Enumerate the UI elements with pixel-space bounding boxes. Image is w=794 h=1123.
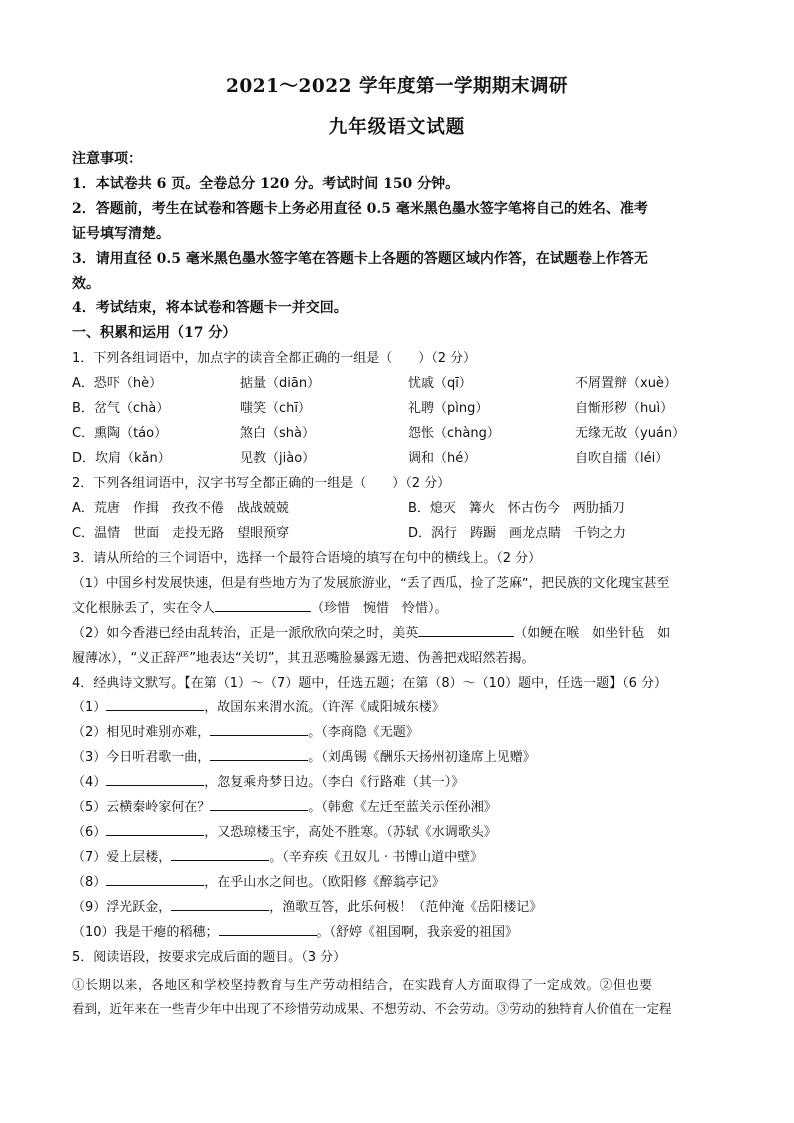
q1-option-a-1: A．恐吓（hè）	[72, 376, 163, 391]
q4-item-10	[72, 921, 518, 940]
q4-item-8-blank[interactable]	[106, 872, 204, 886]
q4-item-5-blank[interactable]	[210, 797, 308, 811]
q1-option-c-4: 无缘无故（yuán）	[575, 426, 686, 441]
q3-answer-blank-2[interactable]	[418, 623, 514, 637]
q1-option-a-2: 掂量（diān）	[240, 376, 321, 391]
q1-option-b-1: B．岔气（chà）	[72, 401, 170, 416]
notice-item-4: 4．考试结束，将本试卷和答题卡一并交回。	[72, 300, 348, 316]
notice-item-3-line2: 效。	[72, 276, 100, 292]
q4-item-4-pre: （4）	[72, 775, 107, 790]
section-1-heading: 一、积累和运用（17 分）	[72, 325, 237, 341]
q2-stem: 2．下列各组词语中，汉字书写全都正确的一组是（ ）（2 分）	[72, 476, 451, 491]
q4-item-4-blank[interactable]	[106, 772, 204, 786]
q3-part1-text-b: （珍惜 惋惜 怜惜）。	[311, 601, 448, 616]
exam-subtitle: 九年级语文试题	[328, 117, 466, 138]
q1-option-a-3: 忧戚（qī）	[408, 376, 472, 391]
q4-item-7-blank[interactable]	[171, 847, 269, 861]
q1-option-d-4: 自吹自擂（léi）	[575, 451, 669, 466]
q4-item-8-post: ，在乎山水之间也。（欧阳修《醉翁亭记》	[204, 875, 445, 890]
q4-item-7	[72, 846, 483, 865]
q4-item-9-blank[interactable]	[171, 897, 269, 911]
q3-part1-line2	[72, 597, 448, 616]
q4-item-10-pre: （10）我是干瘪的稻穗；	[72, 925, 219, 940]
q1-option-c-2: 煞白（shà）	[240, 426, 315, 441]
q4-item-1-pre: （1）	[72, 700, 107, 715]
q4-item-3-pre: （3）今日听君歌一曲，	[72, 750, 211, 765]
q4-item-7-pre: （7）爱上层楼，	[72, 850, 172, 865]
q5-stem: 5．阅读语段，按要求完成后面的题目。（3 分）	[72, 950, 347, 965]
q4-item-9-pre: （9）浮光跃金，	[72, 900, 172, 915]
q2-option-d: D．涡行 踌蹰 画龙点睛 千钧之力	[408, 526, 627, 541]
notice-item-2-line2: 证号填写清楚。	[72, 226, 170, 242]
notice-item-1: 1．本试卷共 6 页。全卷总分 120 分。考试时间 150 分钟。	[72, 176, 460, 192]
q4-item-5-pre: （5）云横秦岭家何在？	[72, 800, 211, 815]
exam-title: 2021～2022 学年度第一学期期末调研	[226, 76, 568, 97]
q2-option-a: A．荒唐 作揖 孜孜不倦 战战兢兢	[72, 501, 289, 516]
q1-option-d-1: D．坎肩（kǎn）	[72, 451, 171, 466]
q3-part2-line2: 履薄冰），“义正辞严”地表达“关切”，其丑恶嘴脸暴露无遗、伪善把戏昭然若揭。	[72, 651, 535, 666]
q1-option-b-2: 嗤笑（chī）	[240, 401, 311, 416]
q3-part1-line1: （1）中国乡村发展快速，但是有些地方为了发展旅游业，“丢了西瓜，捡了芝麻”，把民族的文化瑰宝甚至	[72, 576, 670, 591]
q2-option-c: C．温情 世面 走投无路 望眼预穿	[72, 526, 290, 541]
q4-item-2-blank[interactable]	[210, 722, 308, 736]
q4-item-8-pre: （8）	[72, 875, 107, 890]
notice-item-2-line1: 2．答题前，考生在试卷和答题卡上务必用直径 0.5 毫米黑色墨水签字笔将自己的姓名、准考	[72, 201, 648, 217]
q5-passage-line2: 看到，近年来在一些青少年中出现了不珍惜劳动成果、不想劳动、不会劳动。③劳动的独特育人价值在一定程	[72, 1001, 672, 1016]
q4-item-10-post: 。（舒婷《祖国啊，我亲爱的祖国》	[316, 925, 519, 940]
q1-option-c-1: C．熏陶（táo）	[72, 426, 168, 441]
q4-item-1	[72, 696, 445, 715]
q4-item-4	[72, 771, 464, 790]
q4-item-10-blank[interactable]	[219, 922, 317, 936]
q3-answer-blank-1[interactable]	[215, 598, 311, 612]
q4-item-5	[72, 796, 497, 815]
q4-item-2-pre: （2）相见时难别亦难，	[72, 725, 211, 740]
q4-item-3-blank[interactable]	[210, 747, 308, 761]
q1-stem: 1．下列各组词语中，加点字的读音全都正确的一组是（ ）（2 分）	[72, 351, 477, 366]
notice-item-3-line1: 3．请用直径 0.5 毫米黑色墨水签字笔在答题卡上各题的答题区域内作答，在试题卷上作答无	[72, 251, 648, 267]
q4-item-1-blank[interactable]	[106, 697, 204, 711]
q4-item-9-post: ，渔歌互答，此乐何极！（范仲淹《岳阳楼记》	[269, 900, 543, 915]
q3-part2-text-b: （如鲠在喉 如坐针毡 如	[514, 626, 671, 641]
q1-option-c-3: 怨怅（chàng）	[408, 426, 500, 441]
q4-item-3	[72, 746, 536, 765]
q3-part1-text-a: 文化根脉丢了，实在令人	[72, 601, 216, 616]
q1-option-a-4: 不屑置辩（xuè）	[575, 376, 677, 391]
q4-item-6-blank[interactable]	[106, 822, 204, 836]
q4-item-7-post: 。（辛弃疾《丑奴儿 · 书博山道中壁》	[269, 850, 484, 865]
q2-option-b: B．熄灭 篝火 怀古伤今 两肋插刀	[408, 501, 625, 516]
notice-heading: 注意事项：	[72, 151, 142, 167]
q4-item-3-post: 。（刘禹锡《酬乐天扬州初逢席上见赠》	[308, 750, 536, 765]
q5-passage-line1: ①长期以来，各地区和学校坚持教育与生产劳动相结合，在实践育人方面取得了一定成效。②但也要	[72, 977, 653, 992]
q4-item-6-pre: （6）	[72, 825, 107, 840]
q3-part2-text-a: （2）如今香港已经由乱转治，正是一派欣欣向荣之时，美英	[72, 626, 419, 641]
q4-item-1-post: ，故国东来渭水流。（许浑《咸阳城东楼》	[204, 700, 445, 715]
q1-option-d-2: 见教（jiào）	[240, 451, 316, 466]
q1-option-b-4: 自惭形秽（huì）	[575, 401, 674, 416]
q1-option-b-3: 礼聘（pìng）	[408, 401, 489, 416]
q1-option-d-3: 调和（hé）	[408, 451, 477, 466]
q4-item-8	[72, 871, 445, 890]
q4-item-6-post: ，又恐琼楼玉宇，高处不胜寒。（苏轼《水调歌头》	[204, 825, 497, 840]
q4-item-2	[72, 721, 419, 740]
q4-item-6	[72, 821, 497, 840]
q4-stem: 4．经典诗文默写。【在第（1）～（7）题中，任选五题；在第（8）～（10）题中，任选一题】（6 分）	[72, 676, 668, 691]
q4-item-5-post: 。（韩愈《左迁至蓝关示侄孙湘》	[308, 800, 497, 815]
q4-item-9	[72, 896, 542, 915]
q4-item-2-post: 。（李商隐《无题》	[308, 725, 419, 740]
q3-stem: 3．请从所给的三个词语中，选择一个最符合语境的填写在句中的横线上。（2 分）	[72, 551, 542, 566]
q4-item-4-post: ，忽复乘舟梦日边。（李白《行路难（其一）》	[204, 775, 465, 790]
q3-part2-line1	[72, 622, 670, 641]
